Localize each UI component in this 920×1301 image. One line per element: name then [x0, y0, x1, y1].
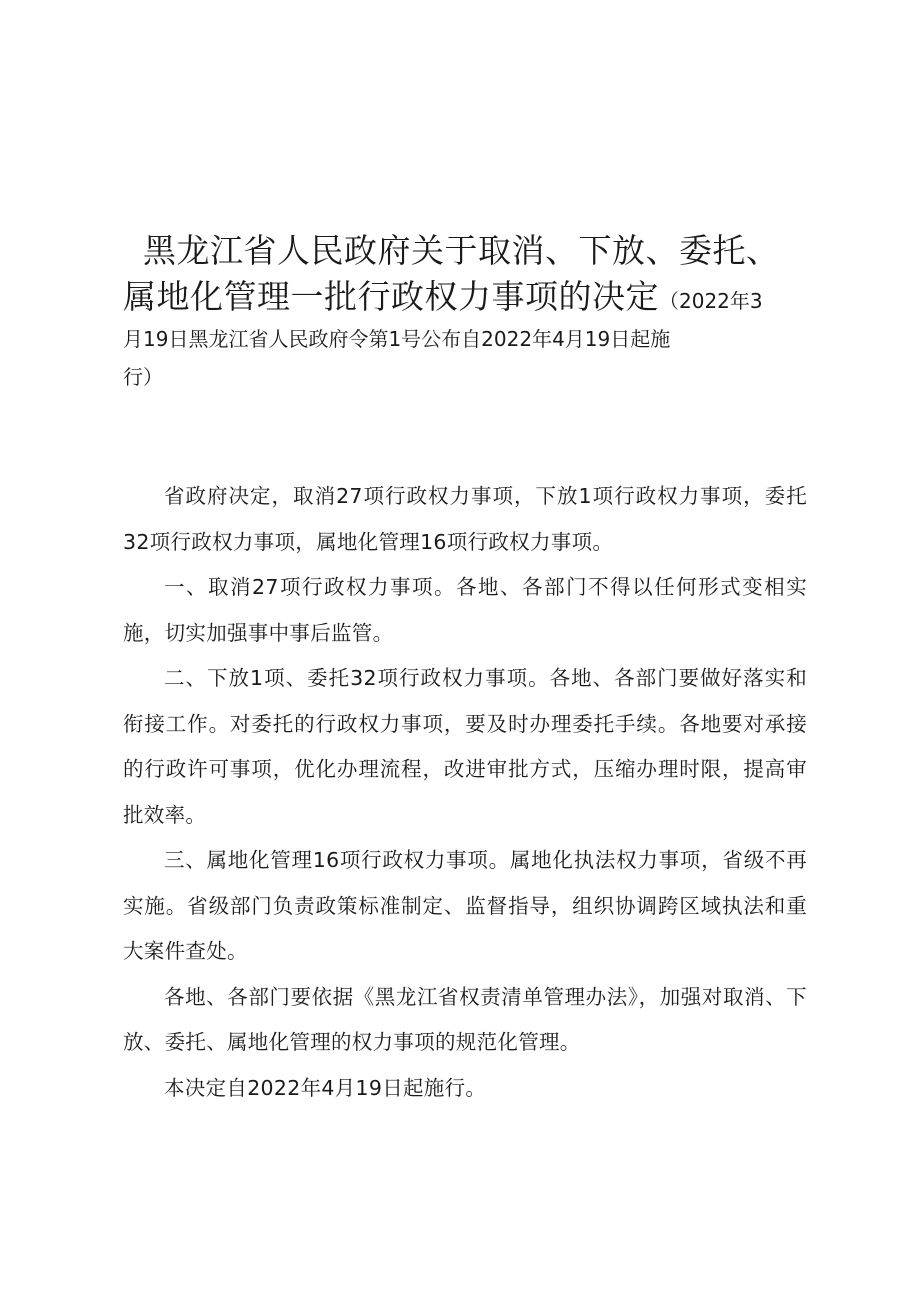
title-line-2 [123, 274, 803, 320]
paragraph-effective-date: 本决定自2022年4月19日起施行。 [164, 1075, 487, 1100]
document-title [123, 228, 803, 396]
title-note-line-3: 行） [123, 365, 163, 389]
title-note-line-2: 月19日黑龙江省人民政府令第1号公布自2022年4月19日起施 [123, 327, 671, 351]
title-note-start: （2022年3 [659, 289, 763, 313]
paragraph-section-2: 二、下放1项、委托32项行政权力事项。各地、各部门要做好落实和衔接工作。对委托的行政权力事项，要及时办理委托手续。各地要对承接的行政许可事项，优化办理流程，改进审批方式，压缩办理时限，提高审批效率。 [123, 666, 807, 827]
paragraph-section-3: 三、属地化管理16项行政权力事项。属地化执法权力事项，省级不再实施。省级部门负责政策标准制定、监督指导，组织协调跨区域执法和重大案件查处。 [123, 848, 807, 963]
title-line-1-text: 黑龙江省人民政府关于取消、下放、委托、 [143, 231, 780, 270]
paragraph-intro: 省政府决定，取消27项行政权力事项，下放1项行政权力事项，委托32项行政权力事项，属地化管理16项行政权力事项。 [123, 484, 807, 554]
title-line-2-text: 属地化管理一批行政权力事项的决定 [123, 277, 659, 316]
paragraph-section-1: 一、取消27项行政权力事项。各地、各部门不得以任何形式变相实施，切实加强事中事后监管。 [123, 575, 807, 645]
title-line-1 [123, 228, 803, 274]
document-body [123, 474, 807, 1111]
paragraph-management: 各地、各部门要依据《黑龙江省权责清单管理办法》，加强对取消、下放、委托、属地化管理的权力事项的规范化管理。 [123, 984, 807, 1054]
